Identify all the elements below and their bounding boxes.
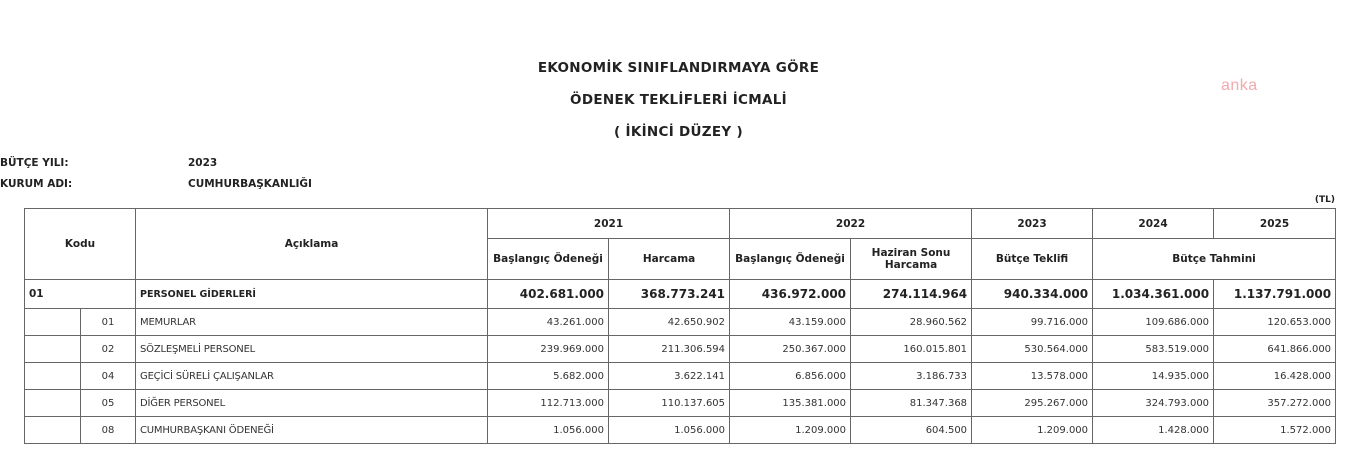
header-year-2024: 2024 <box>1093 209 1214 239</box>
header-aciklama: Açıklama <box>136 209 488 280</box>
anka-logo: anka <box>1221 77 1258 94</box>
cell-value: 120.653.000 <box>1214 309 1336 336</box>
header-year-2021: 2021 <box>488 209 730 239</box>
cell-value: 274.114.964 <box>851 280 972 309</box>
row-code: 01 <box>25 280 136 309</box>
title-line-1: EKONOMİK SINIFLANDIRMAYA GÖRE <box>537 60 820 76</box>
cell-value: 357.272.000 <box>1214 390 1336 417</box>
row-code: 05 <box>81 390 136 417</box>
row-code: 02 <box>81 336 136 363</box>
cell-value: 81.347.368 <box>851 390 972 417</box>
cell-value: 324.793.000 <box>1093 390 1214 417</box>
cell-value: 14.935.000 <box>1093 363 1214 390</box>
cell-value: 16.428.000 <box>1214 363 1336 390</box>
cell-value: 1.056.000 <box>488 417 609 444</box>
header-haziran-2022: Haziran Sonu Harcama <box>851 239 972 280</box>
budget-year-label: BÜTÇE YILI: <box>0 157 69 169</box>
cell-value: 99.716.000 <box>972 309 1093 336</box>
cell-value: 112.713.000 <box>488 390 609 417</box>
cell-value: 402.681.000 <box>488 280 609 309</box>
table-row <box>25 309 1336 336</box>
header-year-2025: 2025 <box>1214 209 1336 239</box>
cell-value: 604.500 <box>851 417 972 444</box>
cell-value: 436.972.000 <box>730 280 851 309</box>
row-code: 08 <box>81 417 136 444</box>
header-harcama-2021: Harcama <box>609 239 730 280</box>
cell-value: 6.856.000 <box>730 363 851 390</box>
cell-value: 43.261.000 <box>488 309 609 336</box>
title-line-3: ( İKİNCİ DÜZEY ) <box>614 124 743 140</box>
cell-value: 1.428.000 <box>1093 417 1214 444</box>
cell-value: 160.015.801 <box>851 336 972 363</box>
cell-value: 110.137.605 <box>609 390 730 417</box>
cell-value: 641.866.000 <box>1214 336 1336 363</box>
cell-value: 3.622.141 <box>609 363 730 390</box>
row-description: GEÇİCİ SÜRELİ ÇALIŞANLAR <box>136 363 488 390</box>
header-baslangic-2021: Başlangıç Ödeneği <box>488 239 609 280</box>
cell-value: 250.367.000 <box>730 336 851 363</box>
table-row <box>25 363 1336 390</box>
cell-value: 135.381.000 <box>730 390 851 417</box>
header-baslangic-2022: Başlangıç Ödeneği <box>730 239 851 280</box>
table-row-main <box>25 280 1336 309</box>
table-row <box>25 417 1336 444</box>
cell-value: 42.650.902 <box>609 309 730 336</box>
cell-value: 13.578.000 <box>972 363 1093 390</box>
document-title <box>0 52 1357 148</box>
table-row <box>25 390 1336 417</box>
row-description: CUMHURBAŞKANI ÖDENEĞİ <box>136 417 488 444</box>
institution-value: CUMHURBAŞKANLIĞI <box>188 178 312 190</box>
header-butce-tahmini: Bütçe Tahmini <box>1093 239 1336 280</box>
cell-value: 1.137.791.000 <box>1214 280 1336 309</box>
budget-year-value: 2023 <box>188 157 218 169</box>
cell-value: 5.682.000 <box>488 363 609 390</box>
cell-value: 3.186.733 <box>851 363 972 390</box>
institution-label: KURUM ADI: <box>0 178 73 190</box>
cell-value: 1.572.000 <box>1214 417 1336 444</box>
cell-value: 1.209.000 <box>972 417 1093 444</box>
cell-value: 239.969.000 <box>488 336 609 363</box>
row-code: 01 <box>81 309 136 336</box>
cell-value: 28.960.562 <box>851 309 972 336</box>
row-code: 04 <box>81 363 136 390</box>
title-line-2: ÖDENEK TEKLİFLERİ İCMALİ <box>570 92 787 108</box>
row-description: SÖZLEŞMELİ PERSONEL <box>136 336 488 363</box>
table-row <box>25 336 1336 363</box>
cell-value: 211.306.594 <box>609 336 730 363</box>
cell-value: 1.209.000 <box>730 417 851 444</box>
cell-value: 43.159.000 <box>730 309 851 336</box>
cell-value: 1.034.361.000 <box>1093 280 1214 309</box>
row-description: DİĞER PERSONEL <box>136 390 488 417</box>
header-kodu: Kodu <box>25 209 136 280</box>
cell-value: 1.056.000 <box>609 417 730 444</box>
cell-value: 530.564.000 <box>972 336 1093 363</box>
cell-value: 583.519.000 <box>1093 336 1214 363</box>
row-description: MEMURLAR <box>136 309 488 336</box>
cell-value: 940.334.000 <box>972 280 1093 309</box>
currency-unit: (TL) <box>1314 195 1335 205</box>
cell-value: 295.267.000 <box>972 390 1093 417</box>
cell-value: 368.773.241 <box>609 280 730 309</box>
header-year-2023: 2023 <box>972 209 1093 239</box>
row-description: PERSONEL GİDERLERİ <box>136 280 488 309</box>
header-butce-teklifi: Bütçe Teklifi <box>972 239 1093 280</box>
budget-table <box>24 208 1336 444</box>
cell-value: 109.686.000 <box>1093 309 1214 336</box>
header-year-2022: 2022 <box>730 209 972 239</box>
